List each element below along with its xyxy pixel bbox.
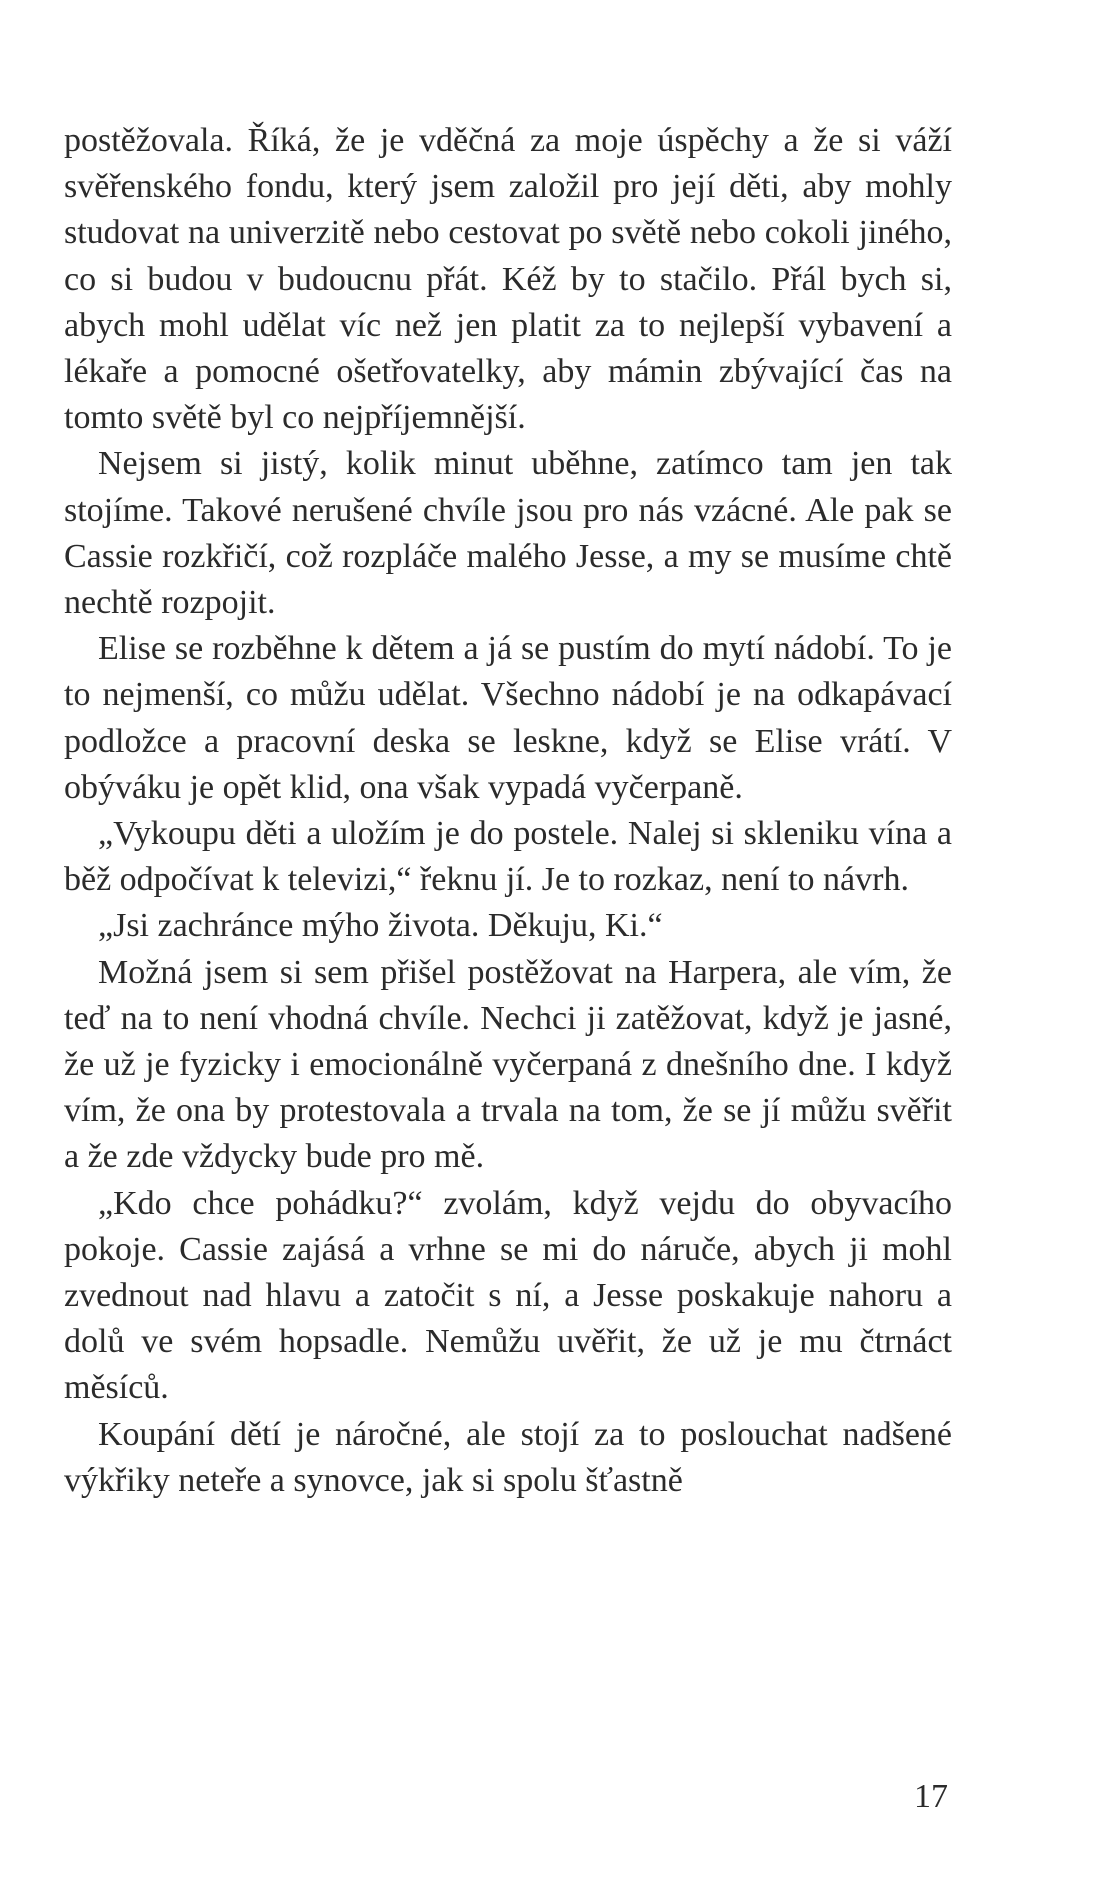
page-number: 17 <box>914 1778 948 1815</box>
paragraph-5: „Jsi zachránce mýho života. Děkuju, Ki.“ <box>98 907 663 945</box>
paragraph-8: Koupání dětí je náročné, ale stojí za to poslouchat nadšené výkřiky neteře a synovce, jak si spolu šťastně <box>64 1415 952 1499</box>
paragraph-1: postěžovala. Říká, že je vděčná za moje úspěchy a že si váží svěřenského fondu, který jsem založil pro její děti, aby mohly studovat na univerzitě nebo cestovat po světě nebo cokoli jiného, co si budou v budoucnu přát. Kéž by to stačilo. Přál bych si, abych mohl udělat víc než jen platit za to nejlepší vybavení a lékaře a pomocné ošetřovatelky, aby mámin zbývající čas na tomto světě byl co nejpříjemnější. <box>64 122 952 437</box>
paragraph-4: „Vykoupu děti a uložím je do postele. Nalej si skleniku vína a běž odpočívat k televizi,“ řeknu jí. Je to rozkaz, není to návrh. <box>64 815 952 899</box>
paragraph-6: Možná jsem si sem přišel postěžovat na Harpera, ale vím, že teď na to není vhodná chvíle. Nechci ji zatěžovat, když je jasné, že už je fyzicky i emocionálně vyčerpaná z dnešního dne. I když vím, že ona by protestovala a trvala na tom, že se jí můžu svěřit a že zde vždycky bude pro mě. <box>64 953 952 1176</box>
paragraph-7: „Kdo chce pohádku?“ zvolám, když vejdu do obyvacího pokoje. Cassie zajásá a vrhne se mi do náruče, abych ji mohl zvednout nad hlavu a zatočit s ní, a Jesse poskakuje nahoru a dolů ve svém hopsadle. Nemůžu uvěřit, že už je mu čtrnáct měsíců. <box>64 1184 952 1407</box>
paragraph-3: Elise se rozběhne k dětem a já se pustím do mytí nádobí. To je to nejmenší, co můžu udělat. Všechno nádobí je na odkapávací podložce a pracovní deska se leskne, když se Elise vrátí. V obýváku je opět klid, ona však vypadá vyčerpaně. <box>64 630 952 806</box>
page-body-text <box>64 118 952 1504</box>
paragraph-2: Nejsem si jistý, kolik minut uběhne, zatímco tam jen tak stojíme. Takové nerušené chvíle jsou pro nás vzácné. Ale pak se Cassie rozkřičí, což rozpláče malého Jesse, a my se musíme chtě nechtě rozpojit. <box>64 445 952 622</box>
